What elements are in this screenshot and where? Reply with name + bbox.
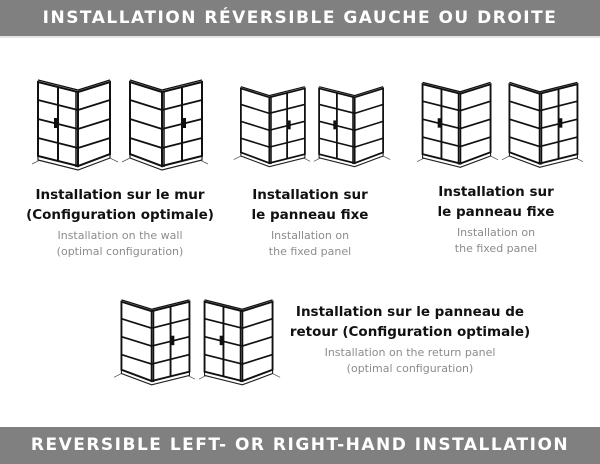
- caption-title-en: (optimal configuration): [346, 362, 474, 375]
- caption-title-fr: Installation sur: [438, 184, 554, 200]
- footer-title: REVERSIBLE LEFT- OR RIGHT-HAND INSTALLATION: [30, 435, 570, 455]
- shower-enclosure-right-icon: [500, 72, 585, 172]
- caption-title-en: (optimal configuration): [56, 245, 184, 258]
- caption-title-en: Installation on: [270, 229, 350, 242]
- shower-enclosure-right-icon: [197, 292, 282, 387]
- shower-enclosure-left-icon: [415, 72, 500, 172]
- shower-enclosure-right-icon: [120, 72, 210, 172]
- caption-title-fr: (Configuration optimale): [26, 207, 214, 223]
- caption-title-en: Installation on the return panel: [324, 346, 496, 359]
- caption-title-en: Installation on the wall: [57, 229, 183, 242]
- shower-enclosure-left-icon: [112, 292, 197, 387]
- caption-title-fr: Installation sur: [252, 187, 368, 203]
- header-title: INSTALLATION RÉVERSIBLE GAUCHE OU DROITE: [42, 8, 558, 28]
- caption-title-fr: Installation sur le mur: [35, 187, 205, 203]
- shower-enclosure-left-icon: [30, 72, 120, 172]
- footer-banner: [0, 427, 600, 464]
- caption-title-en: the fixed panel: [454, 242, 538, 255]
- caption-title-en: Installation on: [456, 226, 536, 239]
- shower-enclosure-right-icon: [312, 74, 392, 174]
- header-banner: [0, 0, 600, 36]
- caption-title-fr: le panneau fixe: [251, 207, 369, 223]
- header-divider: [0, 36, 600, 38]
- caption-title-en: the fixed panel: [268, 245, 352, 258]
- shower-enclosure-left-icon: [232, 74, 312, 174]
- caption-title-fr: Installation sur le panneau de: [295, 304, 525, 320]
- caption-title-fr: retour (Configuration optimale): [289, 324, 531, 340]
- caption-title-fr: le panneau fixe: [437, 204, 555, 220]
